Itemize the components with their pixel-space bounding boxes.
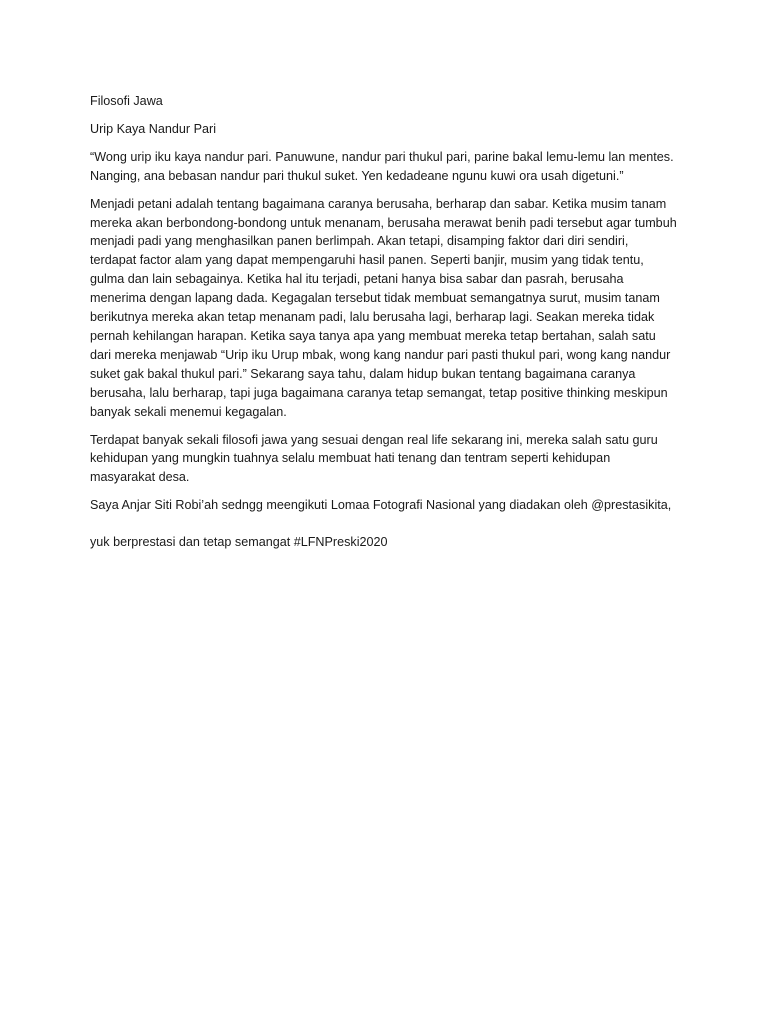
body-paragraph-author: Saya Anjar Siti Robi’ah sedngg meengikuti Lomaa Fotografi Nasional yang diadakan oleh @prestasikita,: [90, 498, 672, 513]
body-paragraph-philosophy: Terdapat banyak sekali filosofi jawa yang sesuai dengan real life sekarang ini, mereka salah satu guru kehidupan yang mungkin tuahnya selalu membuat hati tenang dan tentram seperti kehidupan masyarakat desa.: [90, 432, 658, 485]
javanese-quote: “Wong urip iku kaya nandur pari. Panuwune, nandur pari thukul pari, parine bakal lemu-lemu lan mentes. Nanging, ana bebasan nandur pari thukul suket. Yen kedadeane ngunu kuwi ora usah digetuni.”: [90, 149, 674, 183]
document-subtitle: Urip Kaya Nandur Pari: [90, 121, 216, 136]
document-title: Filosofi Jawa: [90, 94, 163, 108]
body-paragraph-farmers: Menjadi petani adalah tentang bagaimana caranya berusaha, berharap dan sabar. Ketika musim tanam mereka akan berbondong-bondong untuk menanam, berusaha merawat benih padi tersebut agar tumbuh menjadi padi yang menghasilkan panen berlimpah. Akan tetapi, disamping faktor dari diri sendiri, terdapat factor alam yang dapat mempengaruhi hasil panen. Seperti banjir, musim yang tidak tentu, gulma dan lain sebagainya. Ketika hal itu terjadi, petani hanya bisa sabar dan pasrah, berusaha menerima dengan lapang dada. Kegagalan tersebut tidak membuat semangatnya surut, musim tanam berikutnya mereka akan tetap menanam padi, lalu berusaha lagi, berharap lagi. Seakan mereka tidak pernah kehilangan harapan. Ketika saya tanya apa yang membuat mereka tetap bertahan, salah satu dari mereka menjawab “Urip iku Urup mbak, wong kang nandur pari pasti thukul pari, wong kang nandur suket gak bakal thukul pari.” Sekarang saya tahu, dalam hidup bukan tentang bagaimana caranya berusaha, lalu berharap, tapi juga bagaimana caranya tetap semangat, tetap positive thinking meskipun banyak sekali menemui kegagalan.: [90, 196, 677, 419]
body-paragraph-hashtag: yuk berprestasi dan tetap semangat #LFNPreski2020: [90, 535, 388, 550]
